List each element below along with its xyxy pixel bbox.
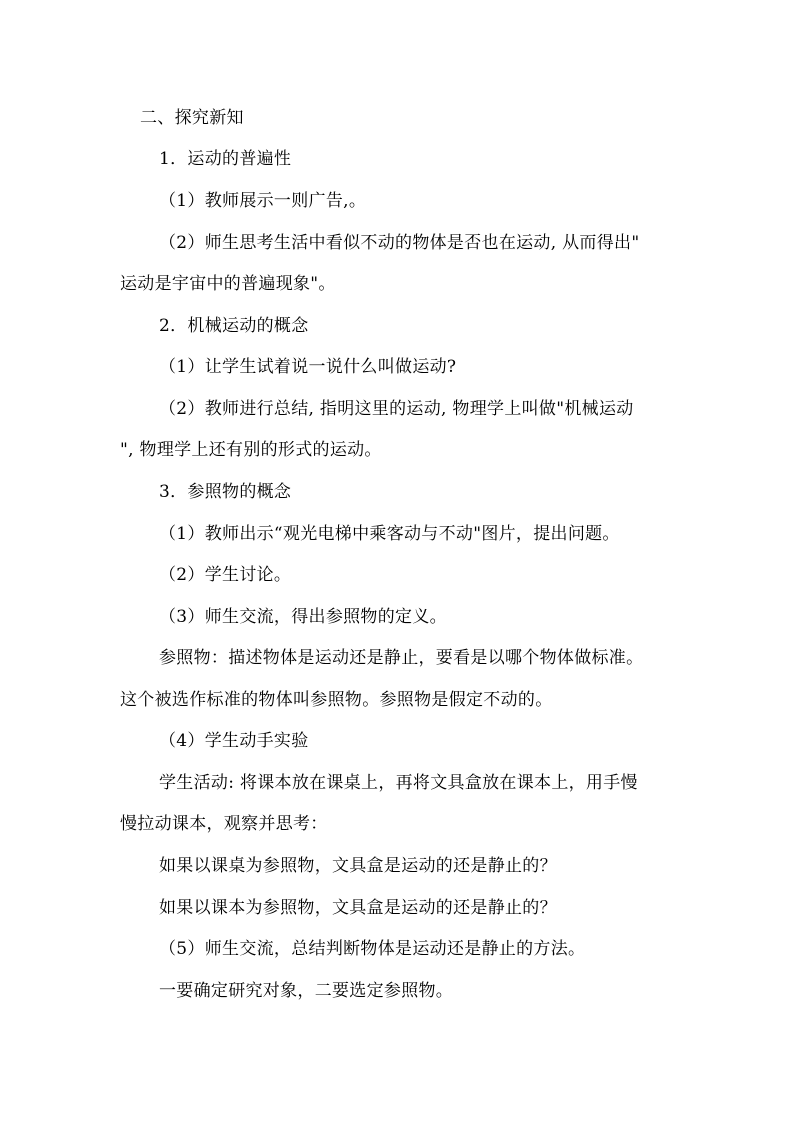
subheading-3: 3．参照物的概念 (159, 482, 292, 502)
paragraph-line: ", 物理学上还有别的形式的运动。 (120, 440, 382, 460)
paragraph-line: 慢拉动课本，观察并思考： (120, 814, 328, 834)
paragraph-line: （1）让学生试着说一说什么叫做运动? (159, 357, 457, 377)
paragraph-line: （1）教师出示“观光电梯中乘客动与不动"图片，提出问题。 (159, 524, 620, 544)
paragraph-line: （2）学生讨论。 (159, 565, 292, 585)
paragraph-line: （3）师生交流，得出参照物的定义。 (159, 607, 447, 627)
paragraph-line: 这个被选作标准的物体叫参照物。参照物是假定不动的。 (120, 690, 553, 710)
paragraph-line: （1）教师展示一则广告,。 (159, 191, 367, 211)
paragraph-line: （2）师生思考生活中看似不动的物体是否也在运动, 从而得出" (159, 233, 640, 253)
paragraph-line: 学生活动: 将课本放在课桌上，再将文具盒放在课本上，用手慢 (159, 773, 638, 793)
paragraph-line: （4）学生动手实验 (159, 731, 309, 751)
paragraph-line: （5）师生交流，总结判断物体是运动还是静止的方法。 (159, 939, 586, 959)
subheading-2: 2．机械运动的概念 (159, 316, 309, 336)
paragraph-line: 参照物：描述物体是运动还是静止，要看是以哪个物体做标准。 (159, 648, 644, 668)
paragraph-line: 运动是宇宙中的普遍现象"。 (120, 274, 336, 294)
section-heading: 二、探究新知 (140, 108, 244, 128)
subheading-1: 1．运动的普遍性 (159, 149, 292, 169)
paragraph-line: （2）教师进行总结, 指明这里的运动, 物理学上叫做"机械运动 (159, 399, 634, 419)
paragraph-line: 如果以课桌为参照物，文具盒是运动的还是静止的？ (159, 856, 557, 876)
paragraph-line: 如果以课本为参照物，文具盒是运动的还是静止的？ (159, 898, 557, 918)
paragraph-line: 一要确定研究对象，二要选定参照物。 (159, 981, 454, 1001)
